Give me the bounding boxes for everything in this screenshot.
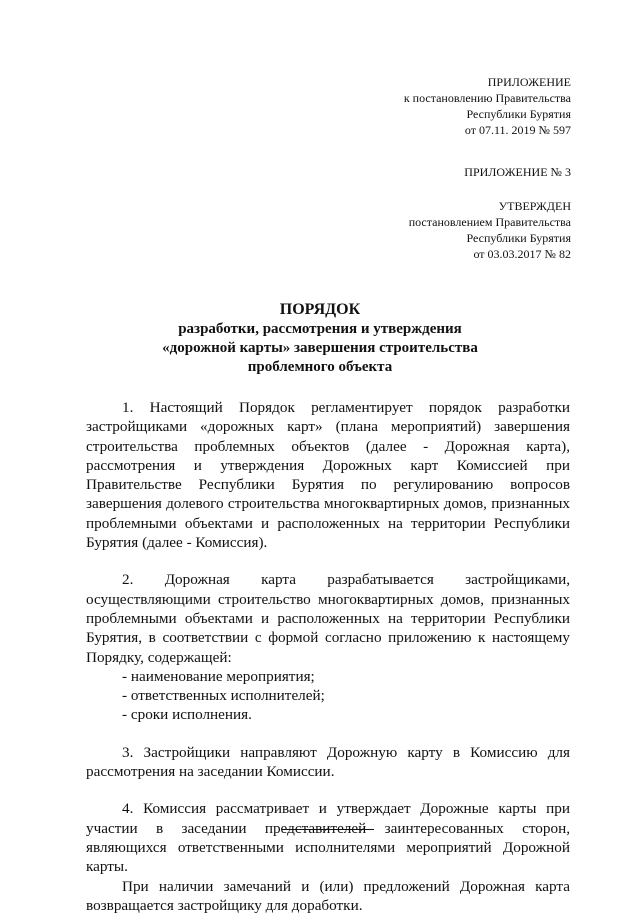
end-divider: [282, 829, 374, 830]
document-body: [86, 398, 570, 915]
appendix-resolution-line: к постановлению Правительства: [403, 91, 571, 105]
approved-label: УТВЕРЖДЕН: [498, 199, 571, 213]
paragraph-5: При наличии замечаний и (или) предложений Дорожная карта возвращается застройщику для доработки.: [86, 877, 570, 914]
appendix-header-block: [404, 74, 571, 138]
document-title: [0, 300, 640, 377]
approved-resolution-line: постановлением Правительства: [408, 215, 571, 229]
appendix-label: ПРИЛОЖЕНИЕ: [487, 75, 571, 89]
title-line-3: проблемного объекта: [247, 359, 393, 375]
paragraph-2: 2. Дорожная карта разрабатывается застройщиками, осуществляющими строительство многоквартирных домов, признанных проблемными объектами и расположенных на территории Республики Бурятия, в соответствии с формой согласно приложению к настоящему Порядку, содержащей:: [86, 571, 570, 666]
list-item: - ответственных исполнителей;: [122, 687, 325, 705]
appendix-republic-line: Республики Бурятия: [466, 107, 571, 121]
title-main: ПОРЯДОК: [279, 301, 361, 318]
appendix-number-label: ПРИЛОЖЕНИЕ № 3: [464, 165, 571, 179]
list-item: - сроки исполнения.: [122, 706, 252, 724]
title-line-1: разработки, рассмотрения и утверждения: [178, 321, 462, 337]
appendix-number-block: [464, 164, 571, 180]
approved-date-line: от 03.03.2017 № 82: [473, 247, 571, 261]
paragraph-3: 3. Застройщики направляют Дорожную карту в Комиссию для рассмотрения на заседании Комиссии.: [86, 743, 570, 781]
approved-block: [409, 198, 571, 262]
title-line-2: «дорожной карты» завершения строительства: [162, 340, 478, 356]
paragraph-1: 1. Настоящий Порядок регламентирует порядок разработки застройщиками «дорожных карт» (плана мероприятий) завершения строительства проблемных объектов (далее - Дорожная карта), рассмотрения и утверждения Дорожных карт Комиссией при Правительстве Республики Бурятия по регулированию вопросов завершения долевого строительства многоквартирных домов, признанных проблемными объектами и расположенных на территории Республики Бурятия (далее - Комиссия).: [86, 399, 570, 552]
list-item: - наименование мероприятия;: [122, 667, 315, 685]
appendix-date-line: от 07.11. 2019 № 597: [464, 123, 571, 137]
approved-republic-line: Республики Бурятия: [466, 231, 571, 245]
paragraph-4: 4. Комиссия рассматривает и утверждает Дорожные карты при участии в заседании представителей заинтересованных сторон, являющихся ответственными исполнителями мероприятий Дорожной карты.: [86, 800, 570, 876]
